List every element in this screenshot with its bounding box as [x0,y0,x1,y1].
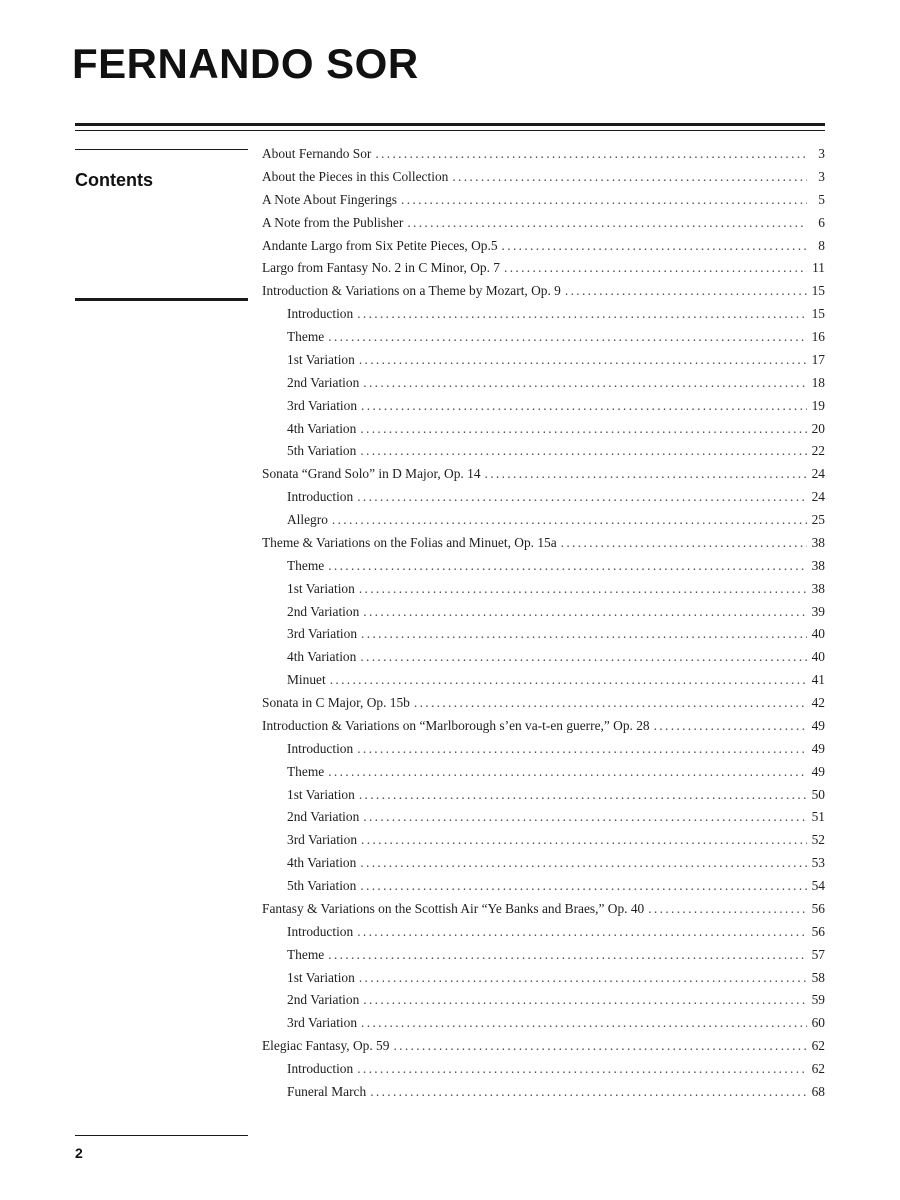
toc-entry-title: Sonata “Grand Solo” in D Major, Op. 14 [262,466,481,482]
toc-subentry [262,398,825,421]
toc-entry-page: 62 [811,1038,825,1054]
toc-dot-leader [359,970,807,986]
toc-entry [262,215,825,238]
toc-entry [262,238,825,261]
toc-entry-title: Largo from Fantasy No. 2 in C Minor, Op. 7 [262,260,500,276]
toc-entry-page: 52 [811,832,825,848]
toc-entry-page: 11 [812,260,825,276]
toc-entry-page: 51 [811,809,825,825]
toc-dot-leader [565,283,807,299]
toc-subentry [262,672,825,695]
toc-subentry [262,992,825,1015]
toc-entry-title: Sonata in C Major, Op. 15b [262,695,410,710]
toc-dot-leader [393,1038,807,1054]
header-rule-thin [75,130,825,131]
toc-entry-page: 3 [818,146,825,161]
toc-entry-title: About Fernando Sor [262,146,372,161]
toc-entry-page: 40 [811,649,825,665]
toc-entry-page: 49 [811,717,825,733]
toc-entry-page: 38 [811,580,825,596]
toc-entry-page: 22 [811,443,825,459]
toc-entry-title: Introduction [287,923,354,939]
toc-entry-page: 54 [811,878,825,893]
page-title: FERNANDO SOR [72,40,419,87]
toc-entry-page: 20 [811,420,825,436]
toc-entry [262,535,825,558]
toc-dot-leader [328,764,807,780]
toc-dot-leader [328,947,807,963]
table-of-contents [262,146,825,1107]
toc-entry-page: 41 [811,672,825,688]
toc-subentry [262,741,825,764]
toc-entry-title: Introduction [287,306,354,322]
contents-heading: Contents [75,170,153,190]
toc-entry-title: Elegiac Fantasy, Op. 59 [262,1038,390,1054]
toc-dot-leader [360,855,807,871]
toc-entry-page: 49 [811,740,825,756]
toc-entry-page: 39 [811,603,825,619]
toc-dot-leader [357,306,807,322]
toc-entry-page: 24 [811,466,825,482]
toc-subentry [262,878,825,901]
toc-entry [262,466,825,489]
toc-entry-page: 53 [811,855,825,871]
toc-entry-title: 2nd Variation [287,374,360,390]
toc-dot-leader [361,1015,807,1031]
toc-entry-title: Introduction [287,1061,354,1076]
toc-entry-title: Fantasy & Variations on the Scottish Air “Ye Banks and Braes,” Op. 40 [262,900,645,916]
toc-dot-leader [357,741,807,757]
toc-dot-leader [401,192,807,208]
toc-dot-leader [361,398,807,414]
toc-entry-page: 17 [811,351,825,367]
toc-entry-title: 1st Variation [287,351,355,367]
toc-dot-leader [363,375,807,391]
toc-subentry [262,512,825,535]
toc-entry [262,169,825,192]
toc-dot-leader [359,581,807,597]
toc-subentry [262,352,825,375]
toc-entry-page: 38 [811,534,825,550]
toc-dot-leader [361,626,807,642]
toc-subentry [262,1061,825,1084]
toc-entry-title: Theme [287,763,325,779]
toc-subentry [262,329,825,352]
toc-entry-title: Introduction & Variations on a Theme by Mozart, Op. 9 [262,283,561,299]
toc-subentry [262,489,825,512]
toc-dot-leader [360,649,807,665]
toc-entry [262,192,825,215]
toc-dot-leader [452,169,807,185]
toc-entry-page: 8 [818,237,825,253]
toc-subentry [262,649,825,672]
toc-entry-page: 6 [818,214,825,230]
toc-subentry [262,809,825,832]
toc-entry-title: Introduction & Variations on “Marlborough s’en va-t-en guerre,” Op. 28 [262,717,650,733]
toc-dot-leader [363,604,807,620]
toc-subentry [262,855,825,878]
toc-entry-title: Andante Largo from Six Petite Pieces, Op.5 [262,237,498,253]
toc-entry-page: 38 [811,557,825,573]
toc-dot-leader [360,443,807,459]
toc-dot-leader [328,329,807,345]
toc-entry-title: Introduction [287,740,354,756]
toc-entry-page: 18 [811,374,825,390]
toc-dot-leader [361,832,807,848]
page-number: 2 [75,1145,83,1161]
toc-entry-page: 59 [811,992,825,1008]
toc-dot-leader [375,146,807,162]
toc-subentry [262,443,825,466]
toc-entry-title: 3rd Variation [287,832,358,848]
toc-subentry [262,558,825,581]
toc-dot-leader [332,512,807,528]
toc-entry-page: 19 [811,397,825,413]
toc-dot-leader [363,809,807,825]
toc-entry-page: 60 [811,1015,825,1031]
toc-dot-leader [330,672,807,688]
toc-entry-title: Introduction [287,489,354,505]
toc-entry-title: A Note from the Publisher [262,214,404,230]
toc-subentry [262,832,825,855]
toc-entry-page: 24 [811,489,825,505]
footer-rule [75,1135,248,1136]
toc-entry [262,283,825,306]
toc-entry-page: 56 [811,900,825,916]
toc-entry-title: 2nd Variation [287,992,360,1008]
sidebar-top-rule [75,149,248,150]
toc-entry-title: 5th Variation [287,878,357,893]
toc-entry-page: 15 [811,283,825,299]
toc-entry-title: 4th Variation [287,420,357,436]
toc-subentry [262,581,825,604]
toc-entry-title: Theme [287,557,325,573]
toc-entry-page: 49 [811,763,825,779]
toc-entry-title: Minuet [287,672,326,688]
toc-dot-leader [407,215,807,231]
toc-entry-page: 50 [811,786,825,802]
toc-subentry [262,924,825,947]
toc-entry [262,260,825,283]
toc-entry-title: 3rd Variation [287,1015,358,1031]
toc-entry-title: A Note About Fingerings [262,191,398,207]
toc-entry [262,901,825,924]
toc-entry-title: Theme [287,946,325,962]
toc-subentry [262,626,825,649]
toc-dot-leader [370,1084,807,1100]
toc-entry-title: 1st Variation [287,969,355,985]
toc-entry-title: 5th Variation [287,443,357,459]
toc-dot-leader [654,718,807,734]
toc-dot-leader [360,421,807,437]
toc-entry-page: 3 [818,168,825,184]
toc-entry-page: 15 [811,306,825,322]
toc-dot-leader [561,535,807,551]
toc-entry-page: 68 [811,1083,825,1099]
toc-entry-title: 3rd Variation [287,397,358,413]
toc-entry-title: 1st Variation [287,580,355,596]
toc-entry-page: 42 [811,695,825,710]
toc-entry-title: 2nd Variation [287,809,360,825]
toc-subentry [262,375,825,398]
toc-entry-title: Allegro [287,512,328,527]
toc-dot-leader [357,924,807,940]
toc-subentry [262,970,825,993]
toc-entry-page: 16 [811,329,825,344]
toc-dot-leader [648,901,807,917]
header-rule-thick [75,123,825,126]
toc-dot-leader [363,992,807,1008]
toc-entry-page: 40 [811,626,825,642]
toc-subentry [262,1084,825,1107]
toc-entry-title: 2nd Variation [287,603,360,619]
toc-entry-title: Funeral March [287,1083,367,1099]
toc-entry-title: 1st Variation [287,786,355,802]
toc-subentry [262,764,825,787]
toc-entry [262,146,825,169]
toc-entry-title: About the Pieces in this Collection [262,168,449,184]
toc-entry-page: 25 [811,512,825,527]
toc-dot-leader [357,489,807,505]
toc-dot-leader [357,1061,807,1077]
toc-dot-leader [359,352,807,368]
toc-entry [262,718,825,741]
toc-subentry [262,604,825,627]
toc-entry [262,1038,825,1061]
toc-dot-leader [359,787,807,803]
toc-subentry [262,947,825,970]
toc-entry-page: 62 [811,1061,825,1076]
toc-dot-leader [504,260,807,276]
toc-entry-title: 4th Variation [287,855,357,871]
sidebar-middle-rule [75,298,248,301]
toc-subentry [262,787,825,810]
toc-entry-title: 4th Variation [287,649,357,665]
toc-subentry [262,1015,825,1038]
toc-entry-page: 56 [811,923,825,939]
toc-dot-leader [502,238,807,254]
toc-entry-title: 3rd Variation [287,626,358,642]
toc-dot-leader [328,558,807,574]
toc-entry-title: Theme & Variations on the Folias and Minuet, Op. 15a [262,534,557,550]
toc-subentry [262,306,825,329]
toc-entry-page: 5 [818,191,825,207]
toc-dot-leader [360,878,807,894]
toc-dot-leader [485,466,807,482]
toc-entry-page: 57 [811,946,825,962]
toc-entry [262,695,825,718]
toc-subentry [262,421,825,444]
toc-entry-page: 58 [811,969,825,985]
toc-entry-title: Theme [287,329,325,344]
toc-dot-leader [414,695,807,711]
